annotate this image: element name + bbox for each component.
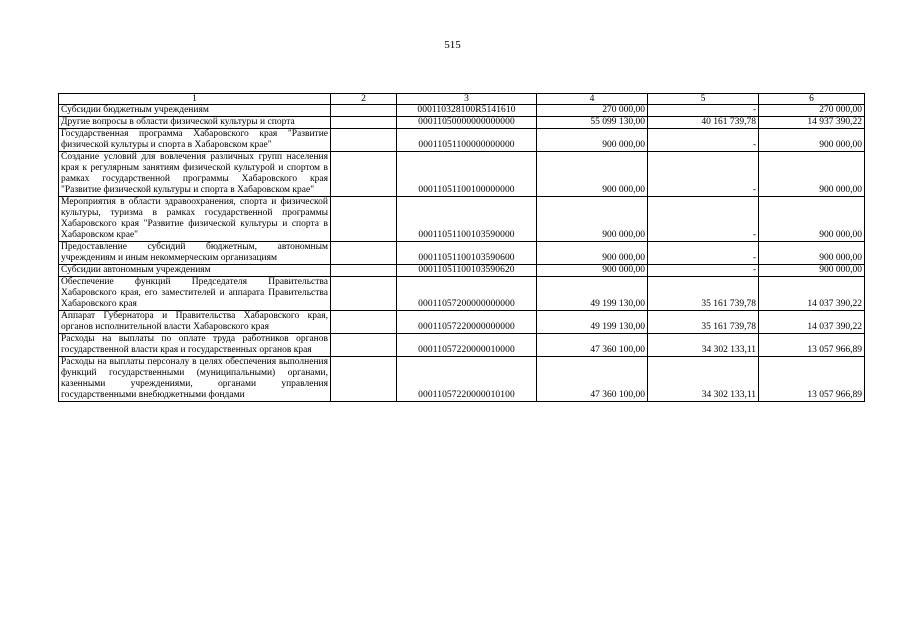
row-col4: 900 000,00 xyxy=(537,129,648,152)
budget-table xyxy=(58,93,865,402)
row-code: 00011057220000010100 xyxy=(397,357,537,402)
row-col5: 34 302 133,11 xyxy=(648,334,759,357)
row-name: Государственная программа Хабаровского края "Развитие физической культуры и спорта в Хабаровском крае" xyxy=(59,129,331,152)
row-col2 xyxy=(331,117,397,129)
row-code: 00011057200000000000 xyxy=(397,277,537,311)
row-name: Расходы на выплаты по оплате труда работников органов государственной власти края и государственных органов края xyxy=(59,334,331,357)
row-col6: 14 037 390,22 xyxy=(759,277,865,311)
row-col5: 40 161 739,78 xyxy=(648,117,759,129)
row-col4: 47 360 100,00 xyxy=(537,334,648,357)
row-name: Аппарат Губернатора и Правительства Хабаровского края, органов исполнительной власти Хабаровского края xyxy=(59,311,331,334)
row-col2 xyxy=(331,357,397,402)
header-col-2: 2 xyxy=(331,94,397,105)
row-col4: 270 000,00 xyxy=(537,105,648,117)
row-col4: 900 000,00 xyxy=(537,197,648,242)
row-name: Предоставление субсидий бюджетным, автономным учреждениям и иным некоммерческим организациям xyxy=(59,242,331,265)
row-col6: 13 057 966,89 xyxy=(759,357,865,402)
row-col2 xyxy=(331,265,397,277)
row-code: 000110328100R5141610 xyxy=(397,105,537,117)
row-col5: 35 161 739,78 xyxy=(648,277,759,311)
table-row xyxy=(59,311,865,334)
row-name: Субсидии бюджетным учреждениям xyxy=(59,105,331,117)
row-col4: 900 000,00 xyxy=(537,152,648,197)
row-name: Обеспечение функций Председателя Правительства Хабаровского края, его заместителей и аппарата Правительства Хабаровского края xyxy=(59,277,331,311)
header-col-1: 1 xyxy=(59,94,331,105)
header-col-4: 4 xyxy=(537,94,648,105)
table-row xyxy=(59,334,865,357)
row-col6: 900 000,00 xyxy=(759,152,865,197)
row-col2 xyxy=(331,152,397,197)
row-col5: - xyxy=(648,152,759,197)
table-row xyxy=(59,265,865,277)
row-code: 00011051100103590620 xyxy=(397,265,537,277)
table-row xyxy=(59,117,865,129)
row-code: 00011050000000000000 xyxy=(397,117,537,129)
row-col4: 49 199 130,00 xyxy=(537,311,648,334)
row-code: 00011051100100000000 xyxy=(397,152,537,197)
row-col6: 900 000,00 xyxy=(759,197,865,242)
page-number: 515 xyxy=(444,39,461,51)
row-col2 xyxy=(331,277,397,311)
row-col2 xyxy=(331,242,397,265)
row-code: 00011057220000000000 xyxy=(397,311,537,334)
header-col-6: 6 xyxy=(759,94,865,105)
row-col4: 49 199 130,00 xyxy=(537,277,648,311)
row-col5: - xyxy=(648,105,759,117)
row-code: 00011051100103590600 xyxy=(397,242,537,265)
row-col4: 47 360 100,00 xyxy=(537,357,648,402)
table-row xyxy=(59,357,865,402)
header-col-3: 3 xyxy=(397,94,537,105)
row-col2 xyxy=(331,311,397,334)
row-col5: - xyxy=(648,129,759,152)
row-col5: 34 302 133,11 xyxy=(648,357,759,402)
row-col2 xyxy=(331,197,397,242)
row-col6: 270 000,00 xyxy=(759,105,865,117)
header-col-5: 5 xyxy=(648,94,759,105)
row-col6: 900 000,00 xyxy=(759,129,865,152)
row-col6: 900 000,00 xyxy=(759,265,865,277)
row-col6: 13 057 966,89 xyxy=(759,334,865,357)
row-name: Расходы на выплаты персоналу в целях обеспечения выполнения функций государственными (муниципальными) органами, казенными учреждениями, органами управления государственными внебюджетными фондами xyxy=(59,357,331,402)
row-col6: 14 037 390,22 xyxy=(759,311,865,334)
row-name: Другие вопросы в области физической культуры и спорта xyxy=(59,117,331,129)
row-col4: 55 099 130,00 xyxy=(537,117,648,129)
row-code: 00011051100000000000 xyxy=(397,129,537,152)
row-col2 xyxy=(331,334,397,357)
row-col2 xyxy=(331,129,397,152)
row-name: Создание условий для вовлечения различных групп населения края к регулярным занятиям физической культурой и спортом в рамках государственной программы Хабаровского края "Развитие физической культуры и спорта в Хабаровском крае" xyxy=(59,152,331,197)
table-row xyxy=(59,152,865,197)
row-col4: 900 000,00 xyxy=(537,265,648,277)
row-code: 00011057220000010000 xyxy=(397,334,537,357)
row-col2 xyxy=(331,105,397,117)
row-col5: - xyxy=(648,197,759,242)
row-col5: - xyxy=(648,242,759,265)
row-code: 00011051100103590000 xyxy=(397,197,537,242)
table-row xyxy=(59,105,865,117)
row-name: Мероприятия в области здравоохранения, спорта и физической культуры, туризма в рамках государственной программы Хабаровского края "Развитие физической культуры и спорта в Хабаровском крае" xyxy=(59,197,331,242)
row-name: Субсидии автономным учреждениям xyxy=(59,265,331,277)
table-row xyxy=(59,197,865,242)
table-row xyxy=(59,242,865,265)
table-row xyxy=(59,129,865,152)
table-header-row xyxy=(59,94,865,105)
row-col6: 14 937 390,22 xyxy=(759,117,865,129)
table-row xyxy=(59,277,865,311)
row-col6: 900 000,00 xyxy=(759,242,865,265)
row-col5: - xyxy=(648,265,759,277)
row-col4: 900 000,00 xyxy=(537,242,648,265)
row-col5: 35 161 739,78 xyxy=(648,311,759,334)
